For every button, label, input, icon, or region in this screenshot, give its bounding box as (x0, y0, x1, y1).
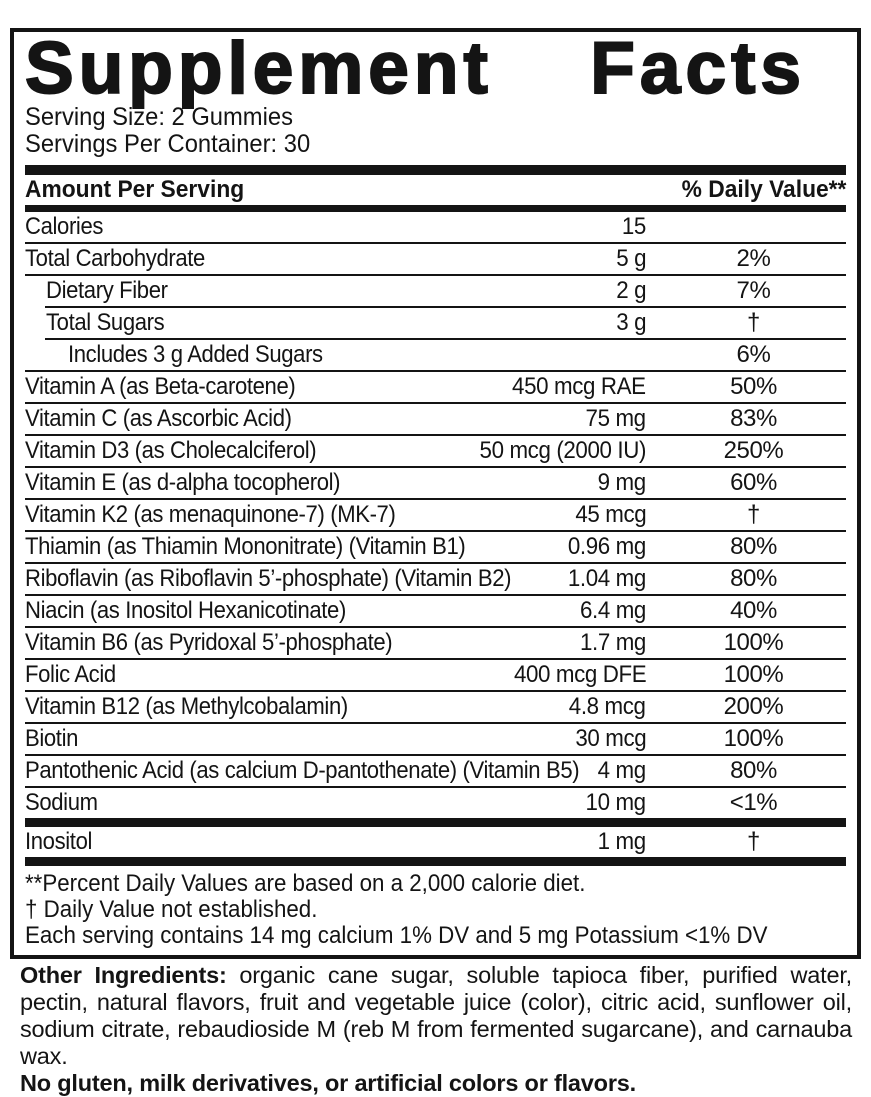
nutrient-name: Vitamin K2 (as menaquinone-7) (MK-7) (25, 501, 396, 528)
nutrient-name: Vitamin D3 (as Cholecalciferol) (25, 437, 317, 464)
nutrient-amount: 1.04 mg (567, 565, 646, 592)
table-row-total-sugars (25, 308, 846, 338)
footnote-percent-daily-values: **Percent Daily Values are based on a 2,000 calorie diet. (25, 870, 586, 897)
nutrient-amount: 450 mcg RAE (512, 373, 646, 400)
nutrient-name: Biotin (25, 725, 79, 752)
nutrient-daily-value: <1% (729, 789, 778, 816)
table-row-folic-acid (25, 660, 846, 690)
table-row-vitamin-b12 (25, 692, 846, 722)
table-row-riboflavin (25, 564, 846, 594)
nutrient-name: Dietary Fiber (46, 277, 168, 304)
nutrient-table (25, 212, 846, 866)
table-row-added-sugars (25, 340, 846, 370)
nutrient-name: Total Sugars (46, 309, 165, 336)
nutrient-daily-value: 100% (723, 629, 784, 656)
nutrient-amount: 2 g (616, 277, 646, 304)
nutrient-daily-value: † (747, 309, 760, 336)
servings-per-container-line: Servings Per Container: 30 (25, 130, 311, 158)
other-ingredients-list: organic cane sugar, soluble tapioca fiber, purified water, pectin, natural flavors, fruit and vegetable juice (color), citric acid, sunflower oil, sodium citrate, rebaudioside M (reb M from fermented sugarcane), and carnauba wax. (20, 962, 853, 1069)
panel-title (25, 28, 846, 109)
nutrient-name: Thiamin (as Thiamin Mononitrate) (Vitamin B1) (25, 533, 466, 560)
nutrient-amount: 0.96 mg (567, 533, 646, 560)
nutrient-daily-value: 40% (730, 597, 777, 624)
nutrient-daily-value: 100% (723, 661, 784, 688)
nutrient-name: Vitamin E (as d-alpha tocopherol) (25, 469, 341, 496)
table-row-pantothenic-acid (25, 756, 846, 786)
allergen-statement: No gluten, milk derivatives, or artificial colors or flavors. (20, 1070, 636, 1096)
table-row-vitamin-b6 (25, 628, 846, 658)
nutrient-name: Vitamin A (as Beta-carotene) (25, 373, 296, 400)
nutrient-daily-value: 7% (736, 277, 771, 304)
footnote-daily-value-not-established: † Daily Value not established. (25, 896, 318, 923)
table-row-total-carbohydrate (25, 244, 846, 274)
footnote-calcium-potassium: Each serving contains 14 mg calcium 1% DV and 5 mg Potassium <1% DV (25, 922, 768, 949)
nutrient-daily-value: 200% (723, 693, 784, 720)
header-divider (25, 205, 846, 212)
serving-size-line: Serving Size: 2 Gummies (25, 103, 293, 131)
nutrient-amount: 30 mcg (575, 725, 646, 752)
thick-divider-above-inositol (25, 818, 846, 827)
table-header (25, 175, 846, 205)
nutrient-daily-value: 6% (736, 341, 771, 368)
table-row-biotin (25, 724, 846, 754)
table-row-niacin (25, 596, 846, 626)
table-row-inositol (25, 827, 846, 857)
nutrient-name: Includes 3 g Added Sugars (68, 341, 323, 368)
nutrient-daily-value: † (747, 828, 760, 855)
nutrient-name: Folic Acid (25, 661, 116, 688)
nutrient-amount: 10 mg (585, 789, 646, 816)
nutrient-amount: 5 g (616, 245, 646, 272)
table-row-vitamin-c (25, 404, 846, 434)
nutrient-amount: 4 mg (597, 757, 646, 784)
daily-value-header: % Daily Value** (681, 176, 846, 203)
table-row-dietary-fiber (25, 276, 846, 306)
nutrient-amount: 3 g (616, 309, 646, 336)
thick-divider-top (25, 165, 846, 175)
nutrient-amount: 9 mg (597, 469, 646, 496)
panel-title-word-facts: Facts (590, 28, 806, 109)
nutrient-name: Total Carbohydrate (25, 245, 205, 272)
nutrient-name: Calories (25, 213, 104, 240)
amount-per-serving-header: Amount Per Serving (25, 176, 245, 203)
nutrient-amount: 400 mcg DFE (513, 661, 646, 688)
table-row-vitamin-d3 (25, 436, 846, 466)
nutrient-daily-value: 80% (730, 565, 777, 592)
nutrient-name: Vitamin C (as Ascorbic Acid) (25, 405, 292, 432)
nutrient-daily-value: 2% (736, 245, 771, 272)
table-row-vitamin-a (25, 372, 846, 402)
panel-title-word-supplement: Supplement (25, 28, 493, 109)
nutrient-daily-value: 250% (723, 437, 784, 464)
nutrient-amount: 4.8 mcg (569, 693, 646, 720)
nutrient-amount: 50 mcg (2000 IU) (479, 437, 646, 464)
footnotes (25, 866, 846, 949)
nutrient-amount: 45 mcg (575, 501, 646, 528)
table-row-thiamin (25, 532, 846, 562)
nutrient-daily-value: 80% (730, 533, 777, 560)
table-row-vitamin-e (25, 468, 846, 498)
thick-divider-below-inositol (25, 857, 846, 866)
nutrient-daily-value: 83% (730, 405, 777, 432)
other-ingredients-paragraph (20, 962, 852, 1070)
table-row-calories (25, 212, 846, 242)
nutrient-daily-value: 50% (730, 373, 777, 400)
nutrient-name: Vitamin B12 (as Methylcobalamin) (25, 693, 348, 720)
nutrient-amount: 6.4 mg (579, 597, 646, 624)
below-panel-text (20, 962, 852, 1097)
nutrient-name: Riboflavin (as Riboflavin 5’-phosphate) (Vitamin B2) (25, 565, 512, 592)
nutrient-amount: 75 mg (585, 405, 646, 432)
serving-info (25, 104, 846, 158)
nutrient-daily-value: 100% (723, 725, 784, 752)
nutrient-amount: 1 mg (597, 828, 646, 855)
nutrient-amount: 1.7 mg (579, 629, 646, 656)
nutrient-daily-value: 60% (730, 469, 777, 496)
nutrient-name: Niacin (as Inositol Hexanicotinate) (25, 597, 346, 624)
nutrient-name: Vitamin B6 (as Pyridoxal 5’-phosphate) (25, 629, 393, 656)
table-row-sodium (25, 788, 846, 818)
nutrient-daily-value: 80% (730, 757, 777, 784)
nutrient-name: Sodium (25, 789, 98, 816)
supplement-facts-panel (10, 28, 861, 959)
nutrient-name: Pantothenic Acid (as calcium D-pantothenate) (Vitamin B5) (25, 757, 580, 784)
nutrient-name: Inositol (25, 828, 93, 855)
nutrient-daily-value: † (747, 501, 760, 528)
table-row-vitamin-k2 (25, 500, 846, 530)
nutrient-amount: 15 (621, 213, 646, 240)
other-ingredients-label: Other Ingredients: (20, 962, 227, 988)
